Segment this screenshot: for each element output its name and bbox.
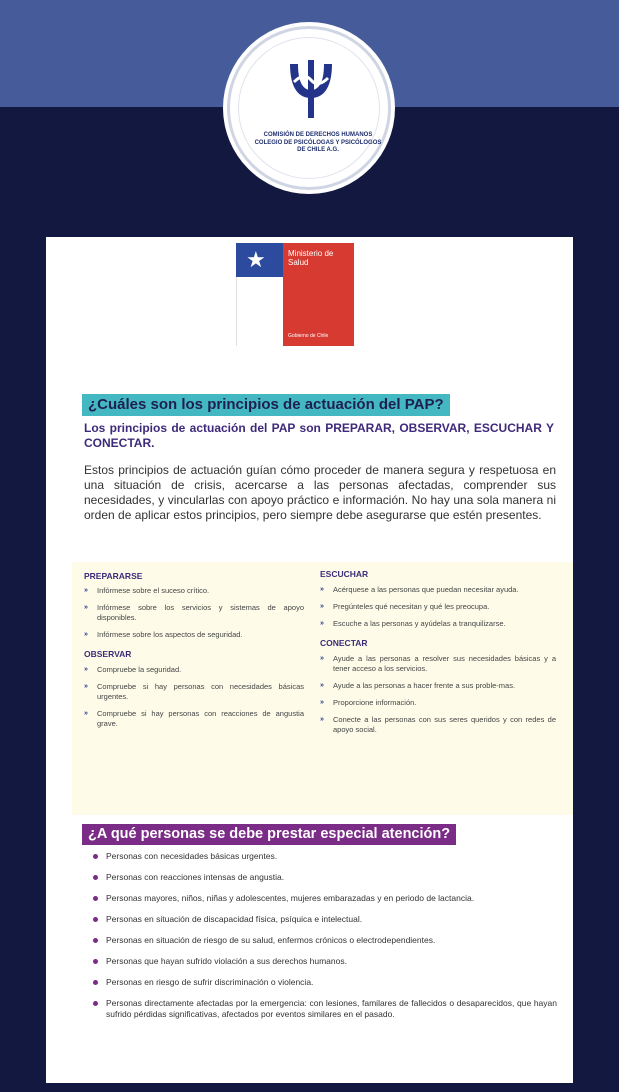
- star-icon: ★: [246, 247, 266, 272]
- attention-heading: ¿A qué personas se debe prestar especial atención?: [82, 824, 456, 845]
- logo-line-3: DE CHILE A.G.: [297, 147, 339, 153]
- ministry-logo: [236, 243, 354, 346]
- list-item: » Pregúnteles qué necesitan y qué les preocupa.: [320, 602, 490, 611]
- list-item: » Escuche a las personas y ayúdelas a tranquilizarse.: [320, 619, 506, 628]
- conectar-title: CONECTAR: [320, 638, 368, 648]
- arrow-marker-icon: »: [320, 682, 324, 689]
- list-item: » Proporcione información.: [320, 698, 417, 707]
- principles-heading: ¿Cuáles son los principios de actuación del PAP?: [82, 394, 450, 416]
- list-item: Personas en riesgo de sufrir discriminación o violencia.: [90, 977, 557, 988]
- list-item: » Acérquese a las personas que puedan necesitar ayuda.: [320, 585, 519, 594]
- bullet-icon: [93, 896, 98, 901]
- list-item: » Infórmese sobre el suceso crítico.: [84, 586, 210, 595]
- logo-line-1: COMISIÓN DE DERECHOS HUMANOS: [263, 132, 373, 138]
- list-item: Personas mayores, niños, niñas y adolescentes, mujeres embarazadas y en periodo de lactancia.: [90, 893, 557, 904]
- arrow-marker-icon: »: [320, 655, 324, 662]
- organization-logo: [227, 26, 391, 190]
- bullet-icon: [93, 938, 98, 943]
- prepararse-title: PREPARARSE: [84, 571, 143, 581]
- arrow-marker-icon: »: [84, 604, 88, 611]
- list-item: » Infórmese sobre los aspectos de seguridad.: [84, 630, 243, 639]
- bullet-icon: [93, 917, 98, 922]
- list-item: Personas con reacciones intensas de angustia.: [90, 872, 557, 883]
- arrow-marker-icon: »: [320, 716, 324, 723]
- escuchar-column: [320, 568, 556, 735]
- bullet-icon: [93, 959, 98, 964]
- bullet-icon: [93, 875, 98, 880]
- ministry-logo-blue: [236, 243, 283, 277]
- list-item: Personas directamente afectadas por la emergencia: con lesiones, familares de fallecidos o desaparecidos, que hayan sufrido pérdidas significativas, afectados por eventos similares en el pasado.: [90, 998, 557, 1020]
- list-item: Personas que hayan sufrido violación a sus derechos humanos.: [90, 956, 557, 967]
- arrow-marker-icon: »: [84, 587, 88, 594]
- list-item: » Infórmese sobre los servicios y sistemas de apoyo disponibles.: [84, 603, 304, 622]
- escuchar-title: ESCUCHAR: [320, 569, 369, 579]
- arrow-marker-icon: »: [84, 631, 88, 638]
- list-item: » Ayude a las personas a hacer frente a sus proble-mas.: [320, 681, 516, 690]
- list-item: » Ayude a las personas a resolver sus necesidades básicas y a tener acceso a los servicios.: [320, 654, 556, 673]
- ministry-name: Ministerio de Salud: [288, 249, 334, 267]
- arrow-marker-icon: »: [84, 666, 88, 673]
- list-item: Personas con necesidades básicas urgentes.: [90, 851, 557, 862]
- principles-subtitle: Los principios de actuación del PAP son PREPARAR, OBSERVAR, ESCUCHAR Y CONECTAR.: [84, 421, 554, 450]
- attention-list: [90, 851, 557, 1020]
- ministry-logo-white: [236, 277, 283, 346]
- document-card: [46, 237, 573, 1083]
- psi-logo-icon: [286, 60, 336, 120]
- arrow-marker-icon: »: [320, 586, 324, 593]
- ministry-logo-red: [283, 243, 354, 346]
- logo-ring: [238, 37, 380, 179]
- prepararse-column: [84, 570, 304, 729]
- bullet-icon: [93, 980, 98, 985]
- arrow-marker-icon: »: [320, 620, 324, 627]
- arrow-marker-icon: »: [84, 710, 88, 717]
- arrow-marker-icon: »: [84, 683, 88, 690]
- list-item: Personas en situación de riesgo de su salud, enfermos crónicos o electrodependientes.: [90, 935, 557, 946]
- government-name: Gobierno de Chile: [288, 333, 329, 339]
- bullet-icon: [93, 1001, 98, 1006]
- list-item: Personas en situación de discapacidad física, psíquica e intelectual.: [90, 914, 557, 925]
- list-item: » Compruebe si hay personas con necesidades básicas urgentes.: [84, 682, 304, 701]
- observar-title: OBSERVAR: [84, 649, 132, 659]
- arrow-marker-icon: »: [320, 699, 324, 706]
- principles-paragraph: Estos principios de actuación guían cómo proceder de manera segura y respetuosa en una situación de crisis, acercarse a las personas afectadas, comprender sus necesidades, y vincularlas con apoyo práctico e información. No hay una sola manera ni orden de aplicar estos principios, pero siempre debe asegurarse que estén presentes.: [84, 463, 556, 522]
- logo-caption: [239, 132, 397, 155]
- arrow-marker-icon: »: [320, 603, 324, 610]
- list-item: » Conecte a las personas con sus seres queridos y con redes de apoyo social.: [320, 715, 556, 734]
- list-item: » Compruebe la seguridad.: [84, 665, 182, 674]
- list-item: » Compruebe si hay personas con reacciones de angustia grave.: [84, 709, 304, 728]
- logo-line-2: COLEGIO DE PSICÓLOGAS Y PSICÓLOGOS: [254, 139, 382, 146]
- bullet-icon: [93, 854, 98, 859]
